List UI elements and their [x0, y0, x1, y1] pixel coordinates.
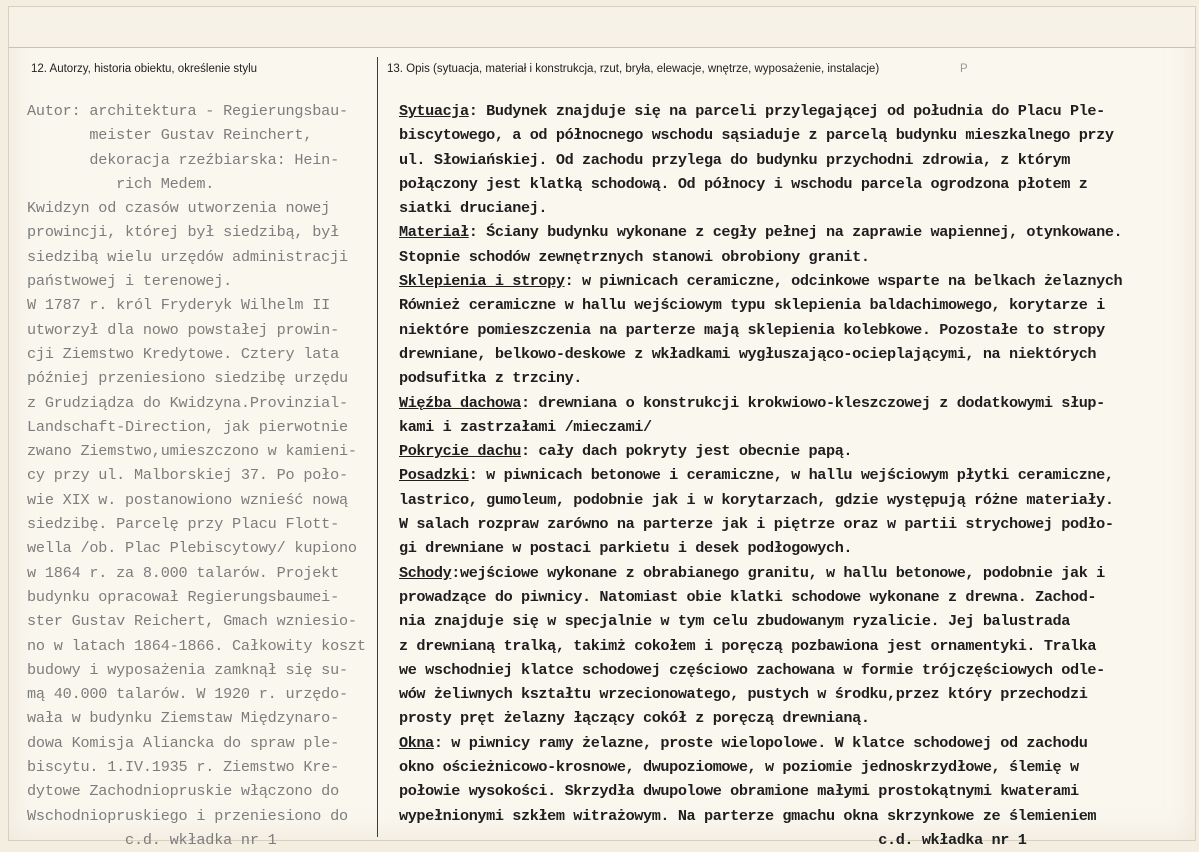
- description-text: nia znajduje się w specjalnie w tym celu zbudowanym ryzalicie. Jej balustrada: [399, 612, 1070, 631]
- history-line: dowa Komisja Aliancka do spraw ple-: [27, 733, 339, 752]
- section-13-header: [387, 63, 968, 75]
- description-line: [399, 682, 1122, 706]
- description-text: Stopnie schodów zewnętrznych stanowi obrobiony granit.: [399, 247, 870, 266]
- description-line: [399, 658, 1122, 682]
- history-line: c.d. wkładka nr 1: [27, 830, 277, 849]
- history-line: Kwidzyn od czasów utworzenia nowej: [27, 199, 331, 218]
- description-text: drewniane, belkowo-deskowe z wkładkami wygłuszająco-ocieplającymi, na niektórych: [399, 344, 1097, 363]
- section-label: Posadzki: [399, 466, 469, 485]
- history-line: budynku opracował Regierungsbaumei-: [27, 587, 339, 606]
- history-line: w 1864 r. za 8.000 talarów. Projekt: [27, 563, 339, 582]
- description-line: [399, 123, 1122, 147]
- history-column: [27, 99, 366, 852]
- history-line: dytowe Zachodniopruskie włączono do: [27, 782, 339, 801]
- description-text: we wschodniej klatce schodowej częściowo zachowana w formie trójczęściowych odle-: [399, 660, 1105, 679]
- description-line: [399, 488, 1122, 512]
- description-line: [399, 706, 1122, 730]
- description-line: [399, 196, 1122, 220]
- description-line: [399, 828, 1122, 852]
- description-text: : drewniana o konstrukcji krokwiowo-kleszczowej z dodatkowymi słup-: [521, 393, 1105, 412]
- description-line: [399, 512, 1122, 536]
- history-line: zwano Ziemstwo,umieszczono w kamieni-: [27, 442, 357, 461]
- description-line: [399, 755, 1122, 779]
- history-line: później przeniesiono siedzibę urzędu: [27, 369, 348, 388]
- history-line: wella /ob. Plac Plebiscytowy/ kupiono: [27, 539, 357, 558]
- description-line: [399, 804, 1122, 828]
- description-line: [399, 536, 1122, 560]
- history-line: utworzył dla nowo powstałej prowin-: [27, 320, 339, 339]
- history-line: z Grudziądza do Kwidzyna.Provinzial-: [27, 393, 348, 412]
- history-line: mą 40.000 talarów. W 1920 r. urzędo-: [27, 685, 348, 704]
- description-text: niektóre pomieszczenia na parterze mają sklepienia kolebkowe. Pozostałe to stropy: [399, 320, 1105, 339]
- description-text: siatki drucianej.: [399, 199, 548, 218]
- description-line: [399, 609, 1122, 633]
- description-text: połączony jest klatką schodową. Od północy i wschodu parcela ogrodzona płotem z: [399, 174, 1088, 193]
- history-line: biscytu. 1.IV.1935 r. Ziemstwo Kre-: [27, 758, 339, 777]
- history-line: dekoracja rzeźbiarska: Hein-: [27, 150, 339, 169]
- history-line: Wschodniopruskiego i przeniesiono do: [27, 806, 348, 825]
- description-text: W salach rozpraw zarówno na parterze jak i piętrze oraz w partii strychowej podło-: [399, 515, 1114, 534]
- history-line: no w latach 1864-1866. Całkowity koszt: [27, 636, 366, 655]
- section-13-header-text: 13. Opis (sytuacja, materiał i konstrukcja, rzut, bryła, elewacje, wnętrze, wyposażenie, instalacje): [387, 63, 880, 75]
- section-label: Sklepienia i stropy: [399, 272, 565, 291]
- description-line: [399, 731, 1122, 755]
- history-line: siedzibę. Parcelę przy Placu Flott-: [27, 515, 339, 534]
- description-text: kami i zastrzałami /mieczami/: [399, 417, 652, 436]
- history-line: W 1787 r. król Fryderyk Wilhelm II: [27, 296, 331, 315]
- description-text: : Ściany budynku wykonane z cegły pełnej na zaprawie wapiennej, otynkowane.: [468, 223, 1123, 242]
- history-line: Autor: architektura - Regierungsbau-: [27, 102, 348, 120]
- description-line: [399, 172, 1122, 196]
- description-line: [399, 439, 1122, 463]
- description-text: lastrico, gumoleum, podobnie jak i w korytarzach, gdzie występują różne materiały.: [399, 490, 1114, 509]
- section-12-header: 12. Autorzy, historia obiektu, określenie stylu: [31, 63, 258, 75]
- section-label: Okna: [399, 733, 434, 752]
- description-text: : Budynek znajduje się na parceli przylegającej od południa do Placu Ple-: [468, 102, 1105, 120]
- description-line: [399, 463, 1122, 487]
- margin-mark: P: [960, 63, 968, 75]
- description-text: : w piwnicach betonowe i ceramiczne, w hallu wejściowym płytki ceramiczne,: [468, 466, 1114, 485]
- top-band: [9, 7, 1195, 48]
- history-line: cji Ziemstwo Kredytowe. Cztery lata: [27, 344, 339, 363]
- description-line: [399, 293, 1122, 317]
- document-sheet: [8, 6, 1196, 849]
- description-line: [399, 585, 1122, 609]
- description-column: [399, 99, 1122, 852]
- description-line: [399, 342, 1122, 366]
- description-line: [399, 779, 1122, 803]
- history-line: meister Gustav Reinchert,: [27, 126, 313, 145]
- description-text: : cały dach pokryty jest obecnie papą.: [521, 442, 853, 461]
- description-text: z drewnianą tralką, takimż cokołem i poręczą pozbawiona jest ornamentyki. Tralka: [399, 636, 1097, 655]
- history-line: budowy i wyposażenia zamknął się su-: [27, 660, 348, 679]
- description-text: c.d. wkładka nr 1: [399, 830, 1027, 849]
- description-text: okno ościeżnicowo-krosnowe, dwupoziomowe, w poziomie jednoskrzydłowe, ślemię w: [399, 758, 1079, 777]
- description-line: [399, 245, 1122, 269]
- description-line: [399, 318, 1122, 342]
- description-line: [399, 148, 1122, 172]
- description-text: : w piwnicach ceramiczne, odcinkowe wsparte na belkach żelaznych: [564, 272, 1123, 291]
- history-line: wała w budynku Ziemstaw Międzynaro-: [27, 709, 339, 728]
- description-line: [399, 269, 1122, 293]
- history-line: siedzibą wielu urzędów administracji: [27, 247, 348, 266]
- description-line: [399, 634, 1122, 658]
- description-text: Również ceramiczne w hallu wejściowym typu sklepienia baldachimowego, korytarze i: [399, 296, 1105, 315]
- history-line: wie XIX w. postanowiono wznieść nową: [27, 490, 348, 509]
- description-text: wów żeliwnych kształtu wrzecionowatego, pustych w środku,przez który przechodzi: [399, 685, 1088, 704]
- section-label: Schody: [399, 563, 452, 582]
- history-line: ster Gustav Reichert, Gmach wzniesio-: [27, 612, 357, 631]
- description-line: [399, 561, 1122, 585]
- description-text: prosty pręt żelazny łączący cokół z poręczą drewnianą.: [399, 709, 870, 728]
- description-text: :wejściowe wykonane z obrabianego granitu, w hallu betonowe, podobnie jak i: [451, 563, 1105, 582]
- description-text: biscytowego, a od północnego wschodu sąsiaduje z parcelą budynku mieszkalnego przy: [399, 126, 1114, 145]
- section-label: Pokrycie dachu: [399, 442, 521, 461]
- history-line: Landschaft-Direction, jak pierwotnie: [27, 417, 348, 436]
- description-text: gi drewniane w postaci parkietu i desek podłogowych.: [399, 539, 853, 558]
- description-text: połowie wysokości. Skrzydła dwupolowe obramione małymi prostokątnymi kwaterami: [399, 782, 1079, 801]
- history-line: państwowej i terenowej.: [27, 272, 233, 291]
- description-line: [399, 415, 1122, 439]
- history-line: prowincji, której był siedzibą, był: [27, 223, 339, 242]
- description-text: podsufitka z trzciny.: [399, 369, 582, 388]
- description-text: ul. Słowiańskiej. Od zachodu przylega do budynku przychodni zdrowia, z którym: [399, 150, 1070, 169]
- description-text: prowadzące do piwnicy. Natomiast obie klatki schodowe wykonane z drewna. Zachod-: [399, 587, 1097, 606]
- description-line: [399, 366, 1122, 390]
- section-label: Więźba dachowa: [399, 393, 521, 412]
- section-label: Materiał: [399, 223, 469, 242]
- section-label: Sytuacja: [399, 102, 469, 120]
- history-line: rich Medem.: [27, 174, 215, 193]
- description-text: : w piwnicy ramy żelazne, proste wielopolowe. W klatce schodowej od zachodu: [433, 733, 1088, 752]
- description-text: wypełnionymi szkłem witrażowym. Na parterze gmachu okna skrzynkowe ze ślemieniem: [399, 806, 1097, 825]
- description-line: [399, 99, 1122, 123]
- description-line: [399, 220, 1122, 244]
- column-divider: [377, 57, 378, 837]
- history-line: cy przy ul. Malborskiej 37. Po poło-: [27, 466, 348, 485]
- description-line: [399, 391, 1122, 415]
